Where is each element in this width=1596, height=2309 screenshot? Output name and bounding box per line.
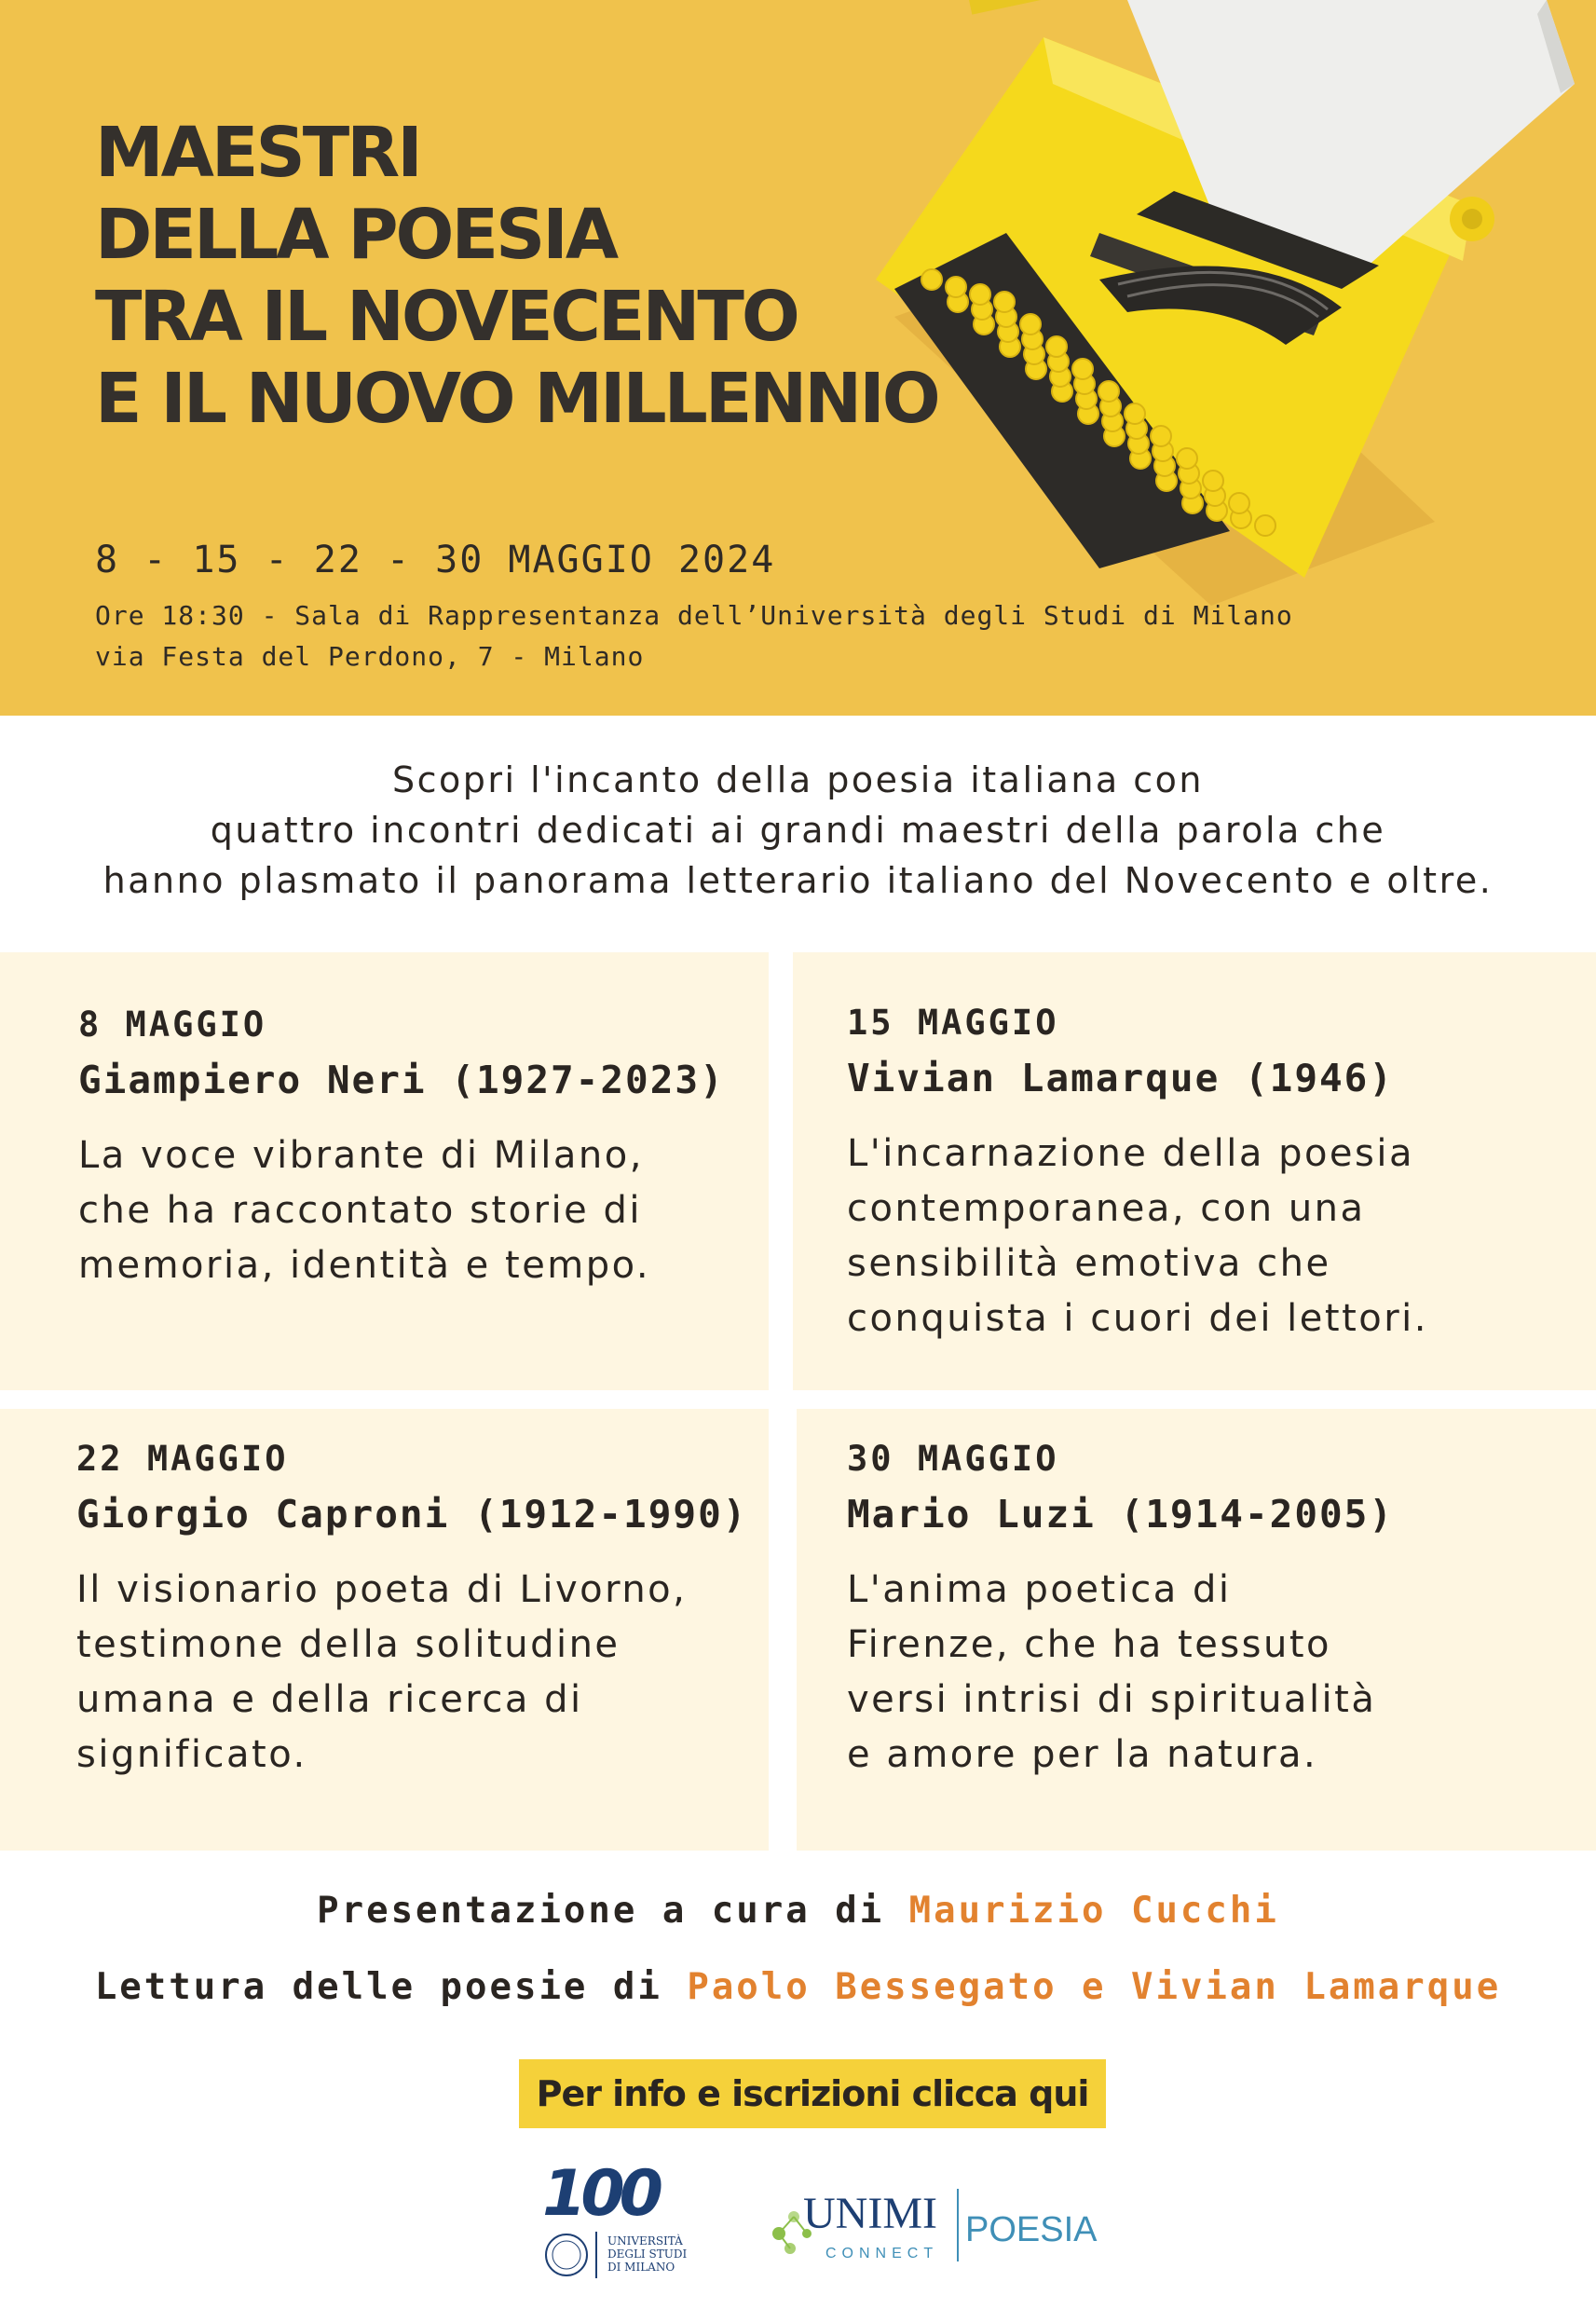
- event-description: [847, 1563, 1596, 1783]
- event-description: [78, 1128, 769, 1293]
- title-line: TRA IL NOVECENTO: [95, 277, 798, 357]
- university-line: UNIVERSITÀ: [607, 2234, 683, 2248]
- event-card-22-maggio: [0, 1409, 769, 1851]
- description-line: e amore per la natura.: [847, 1733, 1318, 1776]
- typewriter-key: [1072, 359, 1093, 379]
- typewriter-key: [1255, 515, 1275, 536]
- description-line: contemporanea, con una: [847, 1187, 1366, 1230]
- typewriter-key: [1125, 403, 1145, 424]
- description-line: memoria, identità e tempo.: [78, 1244, 651, 1287]
- university-line: DEGLI STUDI: [607, 2248, 688, 2261]
- poet-name: Mario Luzi (1914-2005): [847, 1492, 1395, 1537]
- poet-name: Giorgio Caproni (1912-1990): [76, 1492, 748, 1537]
- intro-line: hanno plasmato il panorama letterario italiano del Novecento e oltre.: [102, 860, 1494, 901]
- description-line: significato.: [76, 1733, 307, 1776]
- description-line: testimone della solitudine: [76, 1623, 621, 1666]
- typewriter-key: [994, 292, 1015, 312]
- university-line: DI MILANO: [607, 2261, 675, 2274]
- event-card-15-maggio: [793, 952, 1596, 1390]
- description-line: Il visionario poeta di Livorno,: [76, 1568, 688, 1611]
- intro-line: Scopri l'incanto della poesia italiana con: [391, 759, 1205, 800]
- poet-name: Vivian Lamarque (1946): [847, 1056, 1395, 1100]
- typewriter-key: [1020, 314, 1041, 335]
- presentation-credit: [0, 1890, 1596, 1932]
- poesia-wordmark: POESIA: [965, 2210, 1098, 2249]
- poet-name: Giampiero Neri (1927-2023): [78, 1058, 725, 1102]
- typewriter-key: [1151, 426, 1171, 446]
- event-card-8-maggio: [0, 952, 769, 1390]
- event-address: via Festa del Perdono, 7 - Milano: [95, 641, 645, 672]
- description-line: L'anima poetica di: [847, 1568, 1232, 1611]
- title-line: E IL NUOVO MILLENNIO: [95, 359, 938, 439]
- event-date: 15 MAGGIO: [847, 1003, 1059, 1043]
- presenter-name: Maurizio Cucchi: [908, 1890, 1279, 1932]
- info-registration-link[interactable]: Per info e iscrizioni clicca qui: [519, 2059, 1106, 2128]
- unimi-wordmark: UNIMI: [803, 2189, 937, 2238]
- description-line: versi intrisi di spiritualità: [847, 1678, 1377, 1721]
- event-date: 30 MAGGIO: [847, 1439, 1059, 1479]
- event-date: 8 MAGGIO: [78, 1004, 267, 1045]
- reading-credit: [0, 1966, 1596, 2008]
- readers-names: Paolo Bessegato e Vivian Lamarque: [687, 1966, 1502, 2008]
- event-card-30-maggio: [797, 1409, 1596, 1851]
- description-line: sensibilità emotiva che: [847, 1242, 1331, 1285]
- event-title: [95, 112, 938, 440]
- intro-line: quattro incontri dedicati ai grandi maestri della parola che: [210, 810, 1386, 851]
- description-line: L'incarnazione della poesia: [847, 1132, 1415, 1175]
- intro-text: [0, 755, 1596, 906]
- event-time-place: Ore 18:30 - Sala di Rappresentanza dell’Università degli Studi di Milano: [95, 600, 1293, 631]
- title-line: MAESTRI: [95, 113, 420, 193]
- connect-wordmark: CONNECT: [825, 2246, 939, 2261]
- hero-banner: [0, 0, 1596, 716]
- description-line: conquista i cuori dei lettori.: [847, 1297, 1429, 1340]
- typewriter-key: [1203, 471, 1223, 491]
- unimi-connect-poesia-logo: [766, 2176, 1120, 2269]
- typewriter-key: [1098, 381, 1119, 402]
- centenary-number: 100: [542, 2157, 658, 2231]
- typewriter-key: [1229, 493, 1249, 513]
- description-line: La voce vibrante di Milano,: [78, 1134, 644, 1177]
- typewriter-key: [946, 277, 966, 297]
- presentation-label: Presentazione a cura di: [317, 1890, 885, 1932]
- description-line: che ha raccontato storie di: [78, 1189, 642, 1232]
- reading-label: Lettura delle poesie di: [94, 1966, 662, 2008]
- event-description: [76, 1563, 769, 1783]
- university-name: [607, 2234, 687, 2274]
- description-line: umana e della ricerca di: [76, 1678, 583, 1721]
- event-dates: 8 - 15 - 22 - 30 MAGGIO 2024: [95, 539, 776, 581]
- typewriter-key: [1046, 336, 1067, 357]
- title-line: DELLA POESIA: [95, 195, 617, 275]
- event-description: [847, 1127, 1596, 1346]
- event-date: 22 MAGGIO: [76, 1439, 289, 1479]
- typewriter-key: [1177, 448, 1197, 469]
- description-line: Firenze, che ha tessuto: [847, 1623, 1331, 1666]
- typewriter-key: [970, 284, 990, 305]
